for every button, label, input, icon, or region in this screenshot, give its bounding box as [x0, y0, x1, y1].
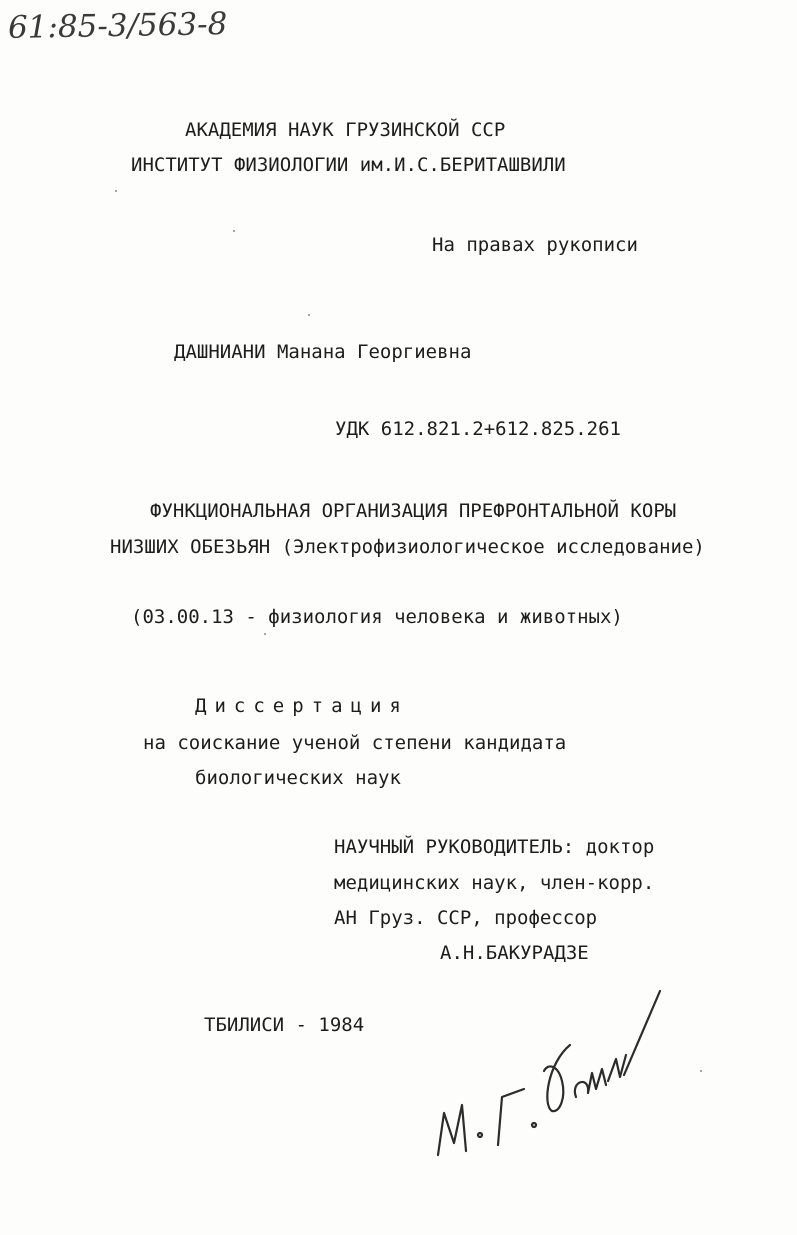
supervisor-line-1: НАУЧНЫЙ РУКОВОДИТЕЛЬ: доктор	[334, 836, 655, 858]
paper-speck	[308, 314, 310, 316]
thesis-title-line-1: ФУНКЦИОНАЛЬНАЯ ОРГАНИЗАЦИЯ ПРЕФРОНТАЛЬНОЙ КОРЫ	[150, 500, 677, 522]
degree-line-2: биологических наук	[195, 767, 401, 789]
academy-heading: АКАДЕМИЯ НАУК ГРУЗИНСКОЙ ССР	[185, 119, 506, 141]
author-signature	[420, 985, 680, 1195]
degree-line-1: на соискание ученой степени кандидата	[143, 732, 567, 754]
city-year: ТБИЛИСИ - 1984	[204, 1014, 365, 1036]
thesis-title-line-2: НИЗШИХ ОБЕЗЬЯН (Электрофизиологическое исследование)	[110, 536, 705, 558]
manuscript-rights-note: На правах рукописи	[432, 234, 638, 256]
paper-speck	[233, 230, 235, 232]
supervisor-line-2: медицинских наук, член-корр.	[334, 872, 655, 894]
archive-mark: 61:85-3/563-8	[7, 6, 228, 46]
supervisor-name: А.Н.БАКУРАДЗЕ	[440, 942, 589, 964]
institute-heading: ИНСТИТУТ ФИЗИОЛОГИИ им.И.С.БЕРИТАШВИЛИ	[131, 154, 566, 176]
paper-speck	[264, 633, 266, 635]
udc-code: УДК 612.821.2+612.825.261	[335, 418, 621, 440]
supervisor-line-3: АН Груз. ССР, профессор	[334, 907, 598, 929]
specialty-code: (03.00.13 - физиология человека и животных)	[131, 606, 623, 628]
paper-speck	[115, 190, 117, 192]
dissertation-label: Диссертация	[195, 695, 409, 717]
author-name: ДАШНИАНИ Манана Георгиевна	[174, 341, 472, 363]
paper-speck	[700, 1070, 702, 1072]
